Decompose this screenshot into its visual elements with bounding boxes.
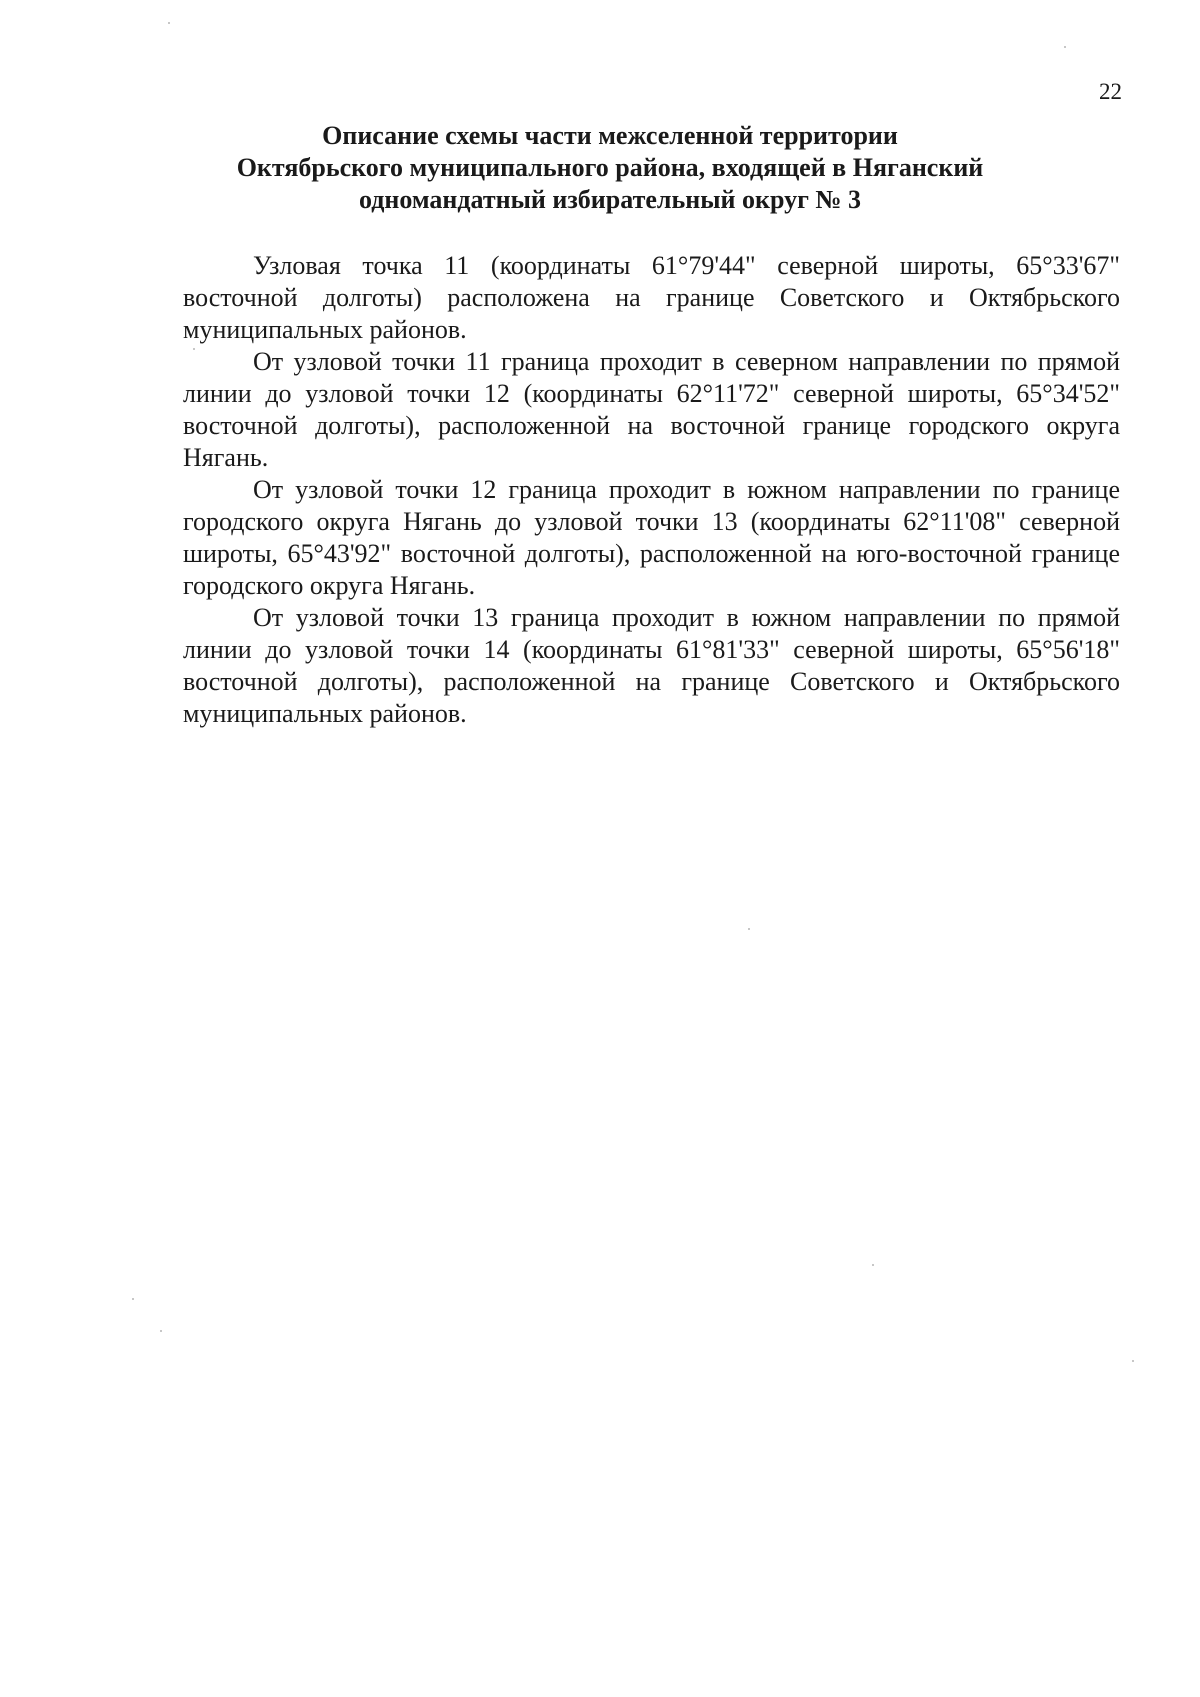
page-number: 22 xyxy=(1099,79,1122,104)
paragraph-node-11: Узловая точка 11 (координаты 61°79'44" северной широты, 65°33'67" восточной долготы) расположена на границе Советского и Октябрьского муниципальных районов. xyxy=(183,251,1120,344)
scan-speck xyxy=(1064,46,1066,48)
paragraph-node-13-to-14: От узловой точки 13 граница проходит в южном направлении по прямой линии до узловой точки 14 (координаты 61°81'33" северной широты, 65°56'18" восточной долготы), расположенной на границе Советского и Октябрьского муниципальных районов. xyxy=(183,603,1120,728)
document-body xyxy=(183,250,1120,730)
document-title xyxy=(180,120,1040,216)
paragraph-node-12-to-13: От узловой точки 12 граница проходит в южном направлении по границе городского округа Нягань до узловой точки 13 (координаты 62°11'08" северной широты, 65°43'92" восточной долготы), расположенной на юго-восточной границе городского округа Нягань. xyxy=(183,475,1120,600)
scan-speck xyxy=(160,1330,162,1332)
scan-speck xyxy=(748,928,750,930)
title-line-1: Описание схемы части межселенной территории xyxy=(322,121,898,150)
scan-speck xyxy=(872,1264,874,1266)
scan-speck xyxy=(132,1298,134,1300)
paragraph-node-11-to-12: От узловой точки 11 граница проходит в северном направлении по прямой линии до узловой точки 12 (координаты 62°11'72" северной широты, 65°34'52" восточной долготы), расположенной на восточной границе городского округа Нягань. xyxy=(183,347,1120,472)
scan-speck xyxy=(1132,1360,1134,1362)
scan-speck xyxy=(168,22,170,24)
title-line-2: Октябрьского муниципального района, входящей в Няганский xyxy=(236,153,984,182)
scan-speck xyxy=(193,348,195,350)
title-line-3: одномандатный избирательный округ № 3 xyxy=(358,185,862,214)
